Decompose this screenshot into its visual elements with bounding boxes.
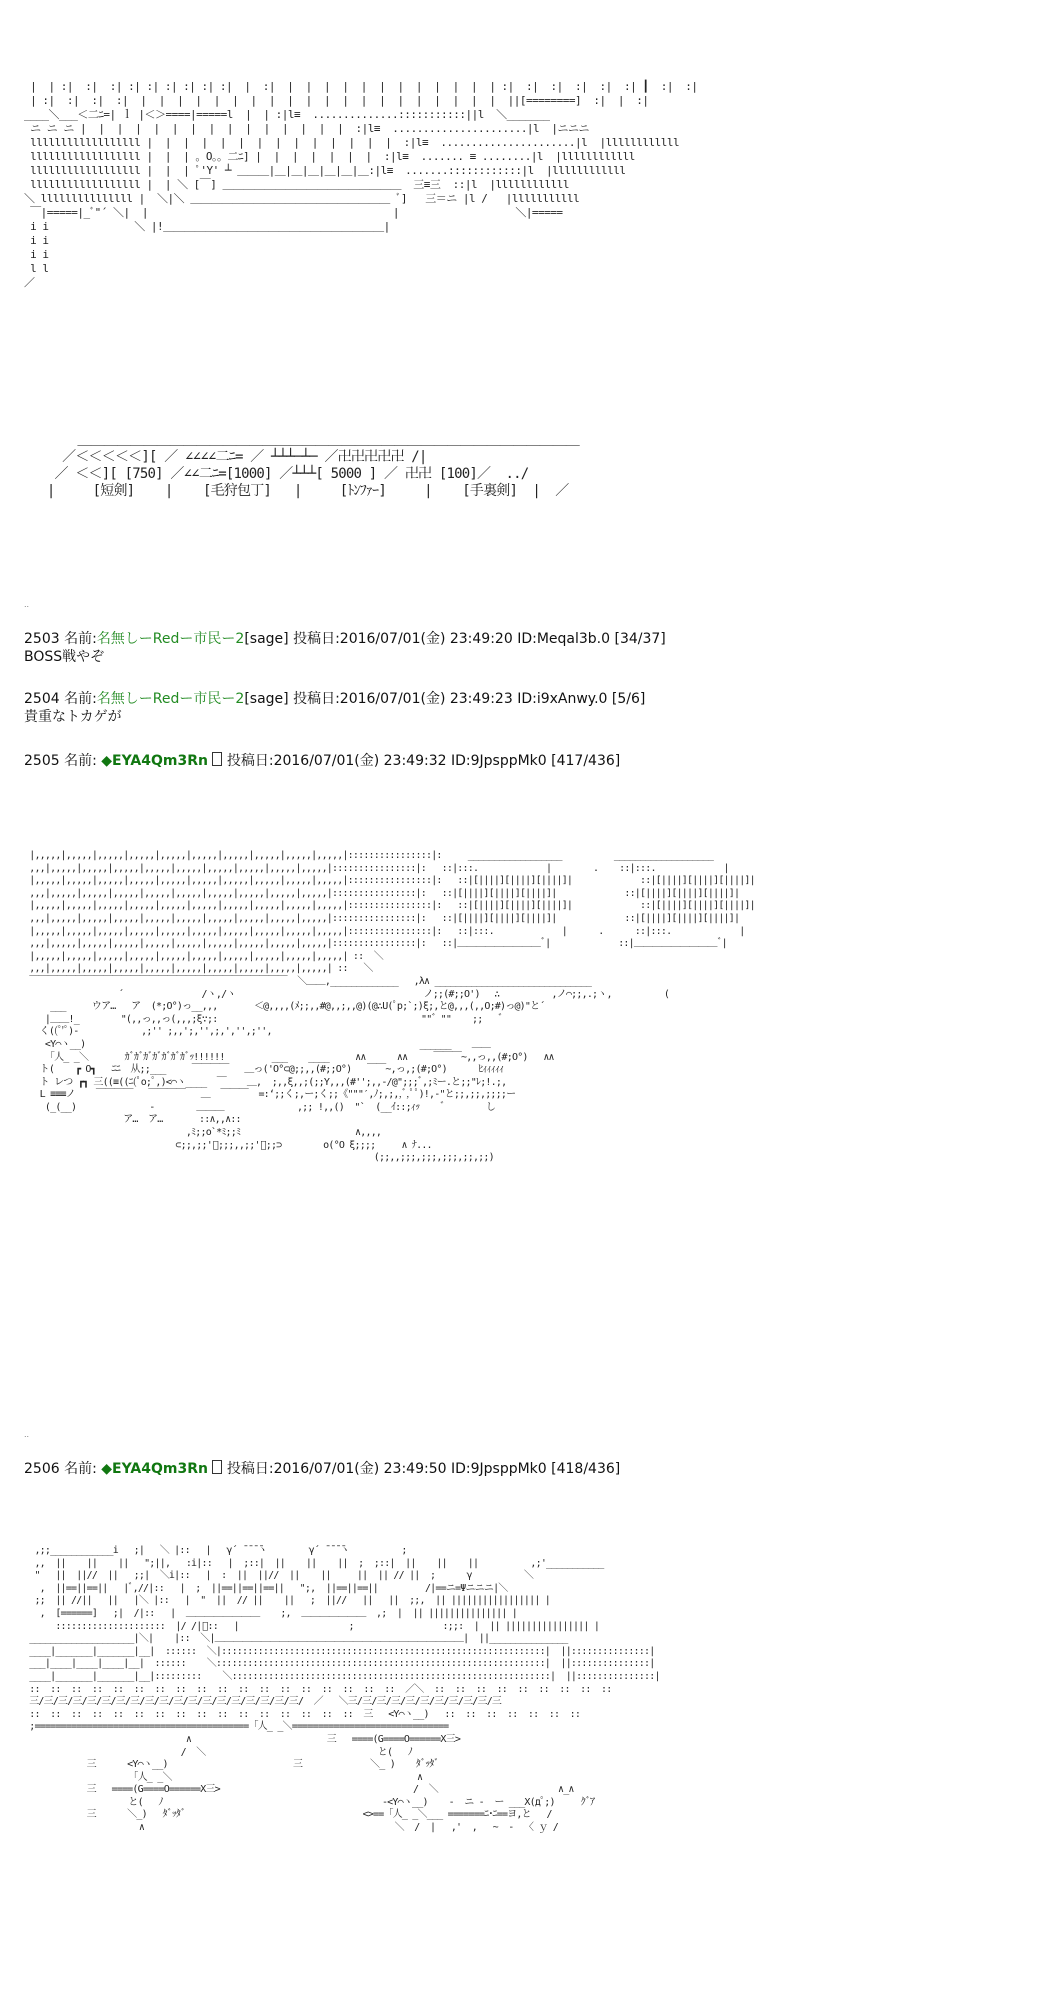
post-2505 <box>24 752 620 770</box>
post-header <box>24 1460 620 1478</box>
date-label: 投稿日: <box>293 691 340 707</box>
town-scene-ascii-art: ,;;____________i ;| ＼ |:: | γ´ ̄ ̄ ̄ ̄ヽ γ´ ̄ ̄ ̄ ̄ヽ ; ,, || || || ";||, :i|:: | ;::| || || || ; ;::| || || || ,;'___________ " || ||// || ;;| ＼i|:: | : || ||// || || || || // || ; γ ＼ , ||==||==|| |ﾞ,//|:: | ; ||==||==||==|| ";, ||==||==|| /|==ニ=Ψニニニ|＼ ;; || //|| || |＼ |:: | " || // || || ; ||// || || ;;, || ||||||||||||||||| | , [======] ;| /|:: | ＿＿＿＿＿＿＿＿ ;, ＿＿＿＿＿＿＿ ,; | || ||||||||||||||| | ::::::::::::::::::::: |/ /|ﾞ:: | ; :;;: | || |||||||||||||||| | ____________________|＼| |:: ＼|＿＿＿＿＿＿＿＿＿＿＿＿＿＿＿＿＿＿＿＿＿＿＿＿＿＿＿| ||_______________ ____|_______|_______|__| :::::: ＼|::::::::::::::::::::::::::::::::::::::::::::::::::::::::::::::| ||:::::::::::::::| ___|____|____|____|__| :::::: ＼:::::::::::::::::::::::::::::::::::::::::::::::::::::::::::::::| ||:::::::::::::::| ____|_______|_______|__|::::::::: ＼:::::::::::::::::::::::::::::::::::::::::::::::::::::::::::::| ||:::::::::::::::| :: :: :: :: :: :: :: :: :: :: :: :: :: :: :: :: :: :: ／＼ :: :: :: :: :: :: :: :: :: 三/三/三/三/三/三/三/三/三/三/三/三/三/三/三/三/三/三/三/ ／ ＼三/三/三/三/三/三/三/三/三/三/三 :: :: :: :: :: :: :: :: :: :: :: :: :: :: :: :: 三 <Y⌒ヽ__) :: :: :: :: :: :: :: ;=========================================「人_ _＼============================== ∧ 三 ====(G====O======X三> / ＼ と( ﾉ 三 <Y⌒ヽ__) 三 ＼_ ) ﾀﾞｯﾀﾞ 「人_ _＼ ∧ 三 ====(G====O======X三> / ＼ ∧_∧ と( ﾉ -<Y⌒ヽ__) - ニ - ー ___X(дﾟ;) ｸﾞｱ 三 ＼_) ﾀﾞｯﾀﾞ <>==「人_ _＼___ =======ﾆ･ﾆ==ヨ,と / ∧ ＼ / | ,' , ~ - 〈 ｙ / <box>29 1545 660 1834</box>
poster-id[interactable]: ID:9JpsppMk0 <box>450 1461 547 1477</box>
poster-trip[interactable]: ◆EYA4Qm3Rn <box>101 753 208 769</box>
post-body: 貴重なトカゲが <box>24 709 122 725</box>
poster-name[interactable]: 名無しーRedー市民ー2 <box>96 691 245 707</box>
mail-icon[interactable] <box>212 752 222 766</box>
mail-icon[interactable] <box>212 1460 222 1474</box>
name-label: 名前: <box>64 691 97 707</box>
post-number: 2504 <box>24 691 60 707</box>
date-label: 投稿日: <box>226 753 274 769</box>
post-body: BOSS戦やぞ <box>24 649 105 665</box>
name-label: 名前: <box>64 1461 97 1477</box>
poster-name[interactable]: 名無しーRedー市民ー2 <box>96 631 245 647</box>
post-count: [5/6] <box>611 691 646 707</box>
poster-id[interactable]: ID:9JpsppMk0 <box>450 753 547 769</box>
shop-interior-ascii-art: | | :| :| :| :| :| :| :| :| :| | :| | | | | | | | | | | | | :| :| :| :| :| :| ┃ :| :| | :| :| :| :| | | | | | | | | | | | | | | | | | | | | ||[========] :| | :| ____＼___＜二ﾆ=| ｌ |＜＞====|=====l | | :|l≡ ..............:::::::::::||l ＼_______ ニ ニ ニ | | | | | | | | | | | | | | | :|l≡ ......................|l |ニニニ llllllllllllllllll | | | | | | | | | | | | | | :|l≡ ......................|l |llllllllllll llllllllllllllllll | | | 。O。。二ﾆ] | | | | | | | :|l≡ ....... ≡ ........|l |llllllllllll llllllllllllllllll | | | ﾟ'Y' ┴ ＿＿＿|＿|＿|＿|＿|＿|＿:|l≡ .......::::::::::::|l |llllllllllll llllllllllllllllll | | ＼ [￣] ＿＿＿＿＿＿＿＿＿＿＿＿＿＿＿＿＿ 三≡三 ::|l |llllllllllll ＼ lllllllllllllll | ＼|＼ ＿＿＿＿＿＿＿＿＿＿＿＿＿＿＿＿＿＿＿ ﾞ] 三＝ニ |l / |lllllllllll ￣|=====|_ﾞ"´ ＼| | | ＼|===== i i ＼ |!＿＿＿＿＿＿＿＿＿＿＿＿＿＿＿＿＿＿＿＿＿| i i i i l l ／ <box>24 80 698 289</box>
post-2504 <box>24 690 645 726</box>
post-count: [417/436] <box>551 753 621 769</box>
post-2506 <box>24 1460 620 1478</box>
date-label: 投稿日: <box>293 631 340 647</box>
name-label: 名前: <box>64 631 97 647</box>
battle-scene-ascii-art: |,,,,,|,,,,,|,,,,,|,,,,,|,,,,,|,,,,,|,,,,,|,,,,,|,,,,,|,,,,,|::::::::::::::::|: __________________ ___________________ ,,,|,,,,,|,,,,,|,,,,,|,,,,,|,,,,,|,,,,,|,,,,,|,,,,,|,,,,,|::::::::::::::::|: ::|:::. | . ::|:::. | |,,,,,|,,,,,|,,,,,|,,,,,|,,,,,|,,,,,|,,,,,|,,,,,|,,,,,|,,,,,|::::::::::::::::|: ::|[||||][||||][||||]| ::|[||||][||||][||||]| ,,,|,,,,,|,,,,,|,,,,,|,,,,,|,,,,,|,,,,,|,,,,,|,,,,,|,,,,,|::::::::::::::::|: ::|[||||][||||][||||]| ::|[||||][||||][||||]| |,,,,,|,,,,,|,,,,,|,,,,,|,,,,,|,,,,,|,,,,,|,,,,,|,,,,,|,,,,,|::::::::::::::::|: ::|[||||][||||][||||]| ::|[||||][||||][||||]| ,,,|,,,,,|,,,,,|,,,,,|,,,,,|,,,,,|,,,,,|,,,,,|,,,,,|,,,,,|::::::::::::::::|: ::|[||||][||||][||||]| ::|[||||][||||][||||]| |,,,,,|,,,,,|,,,,,|,,,,,|,,,,,|,,,,,|,,,,,|,,,,,|,,,,,|,,,,,|::::::::::::::::|: ::|:::. | . ::|:::. | ,,,|,,,,,|,,,,,|,,,,,|,,,,,|,,,,,|,,,,,|,,,,,|,,,,,|,,,,,|::::::::::::::::|: ::|＿＿＿＿＿＿＿＿＿ﾞ| ::|＿＿＿＿＿＿＿＿＿ﾞ| |,,,,,|,,,,,|,,,,,|,,,,,|,,,,,|,,,,,|,,,,,|,,,,,|,,,,,|,,,,,| :: ＼ ,,,|,,,,,|,,,,,|,,,,,|,,,,,|,,,,,|,,,,,|,,,,,|,,,,,|,,,,,| :: ＼ ￣￣￣￣￣￣￣￣￣￣￣￣￣￣￣￣￣￣￣￣￣￣￣￣￣￣￣￣ ＼＿＿,_____________ ,λ∧ ______________________________ ´ /ヽ,/ヽ ノ;;(#;;O') ∴ ,ノ⌒;;,.;ヽ, ( ___ ウア… ア (*;O°)っ__,,, ＜@,,,,(ﾒ;;,,#@,,;,,@)(@∴U(ﾟp;`;)ξ;,と@,,,(,,O;#)っ@)"と´ |＿＿!_ "(,,っ,,っ(,,,;ξ∵;: ""゛"" ;; ゛ く((ﾟ'ﾟ)- ,;'' ;,,';,'',;,','',;'', <Y⌒ヽ__) ______ ＿＿ 「人_ _＼ ｶﾞｶﾞｶﾞｶﾞｶﾞｶﾞｶﾞｯ!!!!!! ___ ____ ∧∧ ∧∧ ￣￣￣~,,っ,,(#;O°) ∧∧ ト( ┏ O┓ ﾆﾆ 从;;___ ￣￣￣￣ ＿っ('O°⊂@;;,,(#;;O°) ￣￣~,っ,;(#;O°) ﾋｨｨｨｨｨ ト レつ ┏┓ 三((≡((ﾆ(ﾟo;ﾟ,)<⌒ヽ____ ￣ ＿, ;,,ξ,,;(;;Y,,,(#'';,,-/@";;;ﾞ,;ﾐー.と;;"ﾚ;!.;, L ≡≡≡ノ ￣￣￣￣ ￣￣￣￣ ＿ ￣￣￣ =:‘;;く;,ー;く;;《"""′,ﾉ;,;,,ﾞ,ﾟﾟ)!,-"と;;,;;,;;;;ー (_(__) - ＿＿＿ ,;; !,,() "` (__ｲ::;ｨｯ ゛ し ア… ア… ::∧,,∧:: ,ﾐ;;o`*ﾐ;;ﾐ ∧,,,, ⊂;;,;;'ﾞ;;;,,;;'ﾞ;;⊃ o(°O ξ;;;; ∧ ﾅ... (;;,,;;;,;;;,;;;,;;,;;) <box>29 850 755 1164</box>
date-label: 投稿日: <box>226 1461 274 1477</box>
post-count: [418/436] <box>551 1461 621 1477</box>
post-header <box>24 752 620 770</box>
post-date: 2016/07/01(金) 23:49:20 <box>339 631 513 647</box>
post-separator: .. <box>24 600 30 609</box>
post-date: 2016/07/01(金) 23:49:32 <box>273 753 447 769</box>
post-number: 2505 <box>24 753 60 769</box>
post-date: 2016/07/01(金) 23:49:50 <box>273 1461 447 1477</box>
mail-field: [sage] <box>244 691 289 707</box>
name-label: 名前: <box>64 753 97 769</box>
post-count: [34/37] <box>614 631 666 647</box>
mail-field: [sage] <box>244 631 289 647</box>
poster-trip[interactable]: ◆EYA4Qm3Rn <box>101 1461 208 1477</box>
weapon-shelf-ascii-art: ＿＿＿＿＿＿＿＿＿＿＿＿＿＿＿＿＿＿＿＿＿＿＿＿＿＿＿＿＿＿＿＿＿＿＿＿＿＿ ／＜＜＜＜＜][ ／ ∠∠∠∠二ﾆ= ／ ┴┴┴─┴─ ／卍卍卍卍卍 /| ／ ＜＜][ [750] ／∠∠二ﾆ=[1000] ／┴┴┴[ 5000 ] ／ 卍卍 [100]／ ../ | [短剣] | [毛狩包丁] | [ﾄﾝﾌｧｰ] | [手裏剣] | ／ <box>46 432 579 499</box>
poster-id[interactable]: ID:i9xAnwy.0 <box>517 691 608 707</box>
post-separator: .. <box>24 1430 30 1439</box>
post-number: 2506 <box>24 1461 60 1477</box>
post-header <box>24 690 645 708</box>
post-date: 2016/07/01(金) 23:49:23 <box>339 691 513 707</box>
post-number: 2503 <box>24 631 60 647</box>
post-2503 <box>24 630 666 666</box>
poster-id[interactable]: ID:Meqal3b.0 <box>517 631 611 647</box>
post-header <box>24 630 666 648</box>
